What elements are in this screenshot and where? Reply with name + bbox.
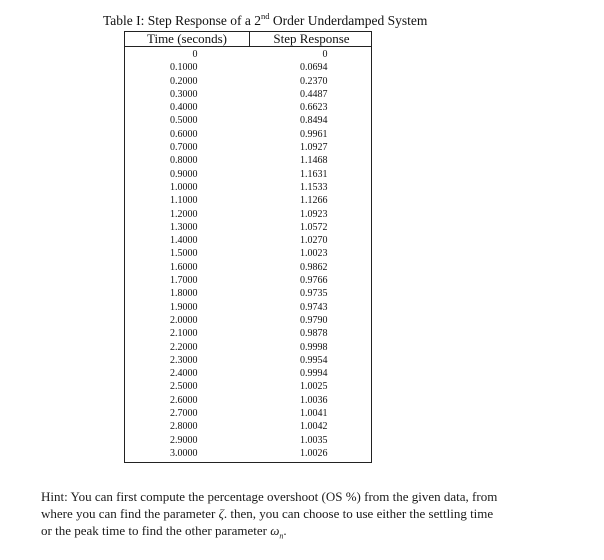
response-cell: 1.0572 <box>300 221 328 233</box>
table-caption <box>103 10 428 29</box>
response-cell: 1.1631 <box>300 168 328 180</box>
hint-line-2-start: where you can find the parameter <box>41 506 219 521</box>
response-cell: 1.0042 <box>300 421 328 433</box>
time-cell: 0.1000 <box>170 62 198 74</box>
table-header-rule <box>125 46 371 47</box>
response-cell: 1.0036 <box>300 394 328 406</box>
response-cell: 0 <box>322 49 328 60</box>
response-cell: 1.0023 <box>300 248 328 260</box>
omega-symbol: ω <box>270 523 280 538</box>
time-cell: 1.3000 <box>170 221 198 233</box>
response-cell: 0.6623 <box>300 102 328 114</box>
time-cell: 1.6000 <box>170 261 198 273</box>
caption-prefix: Table I: Step Response of a 2 <box>103 13 262 28</box>
time-cell: 1.8000 <box>170 288 198 300</box>
response-cell: 0.9790 <box>300 314 328 326</box>
time-cell: 2.4000 <box>170 368 198 380</box>
response-cell: 1.1468 <box>300 155 328 167</box>
response-cell: 0.8494 <box>300 115 328 127</box>
hint-line-3-end: . <box>283 523 287 538</box>
time-cell: 2.2000 <box>170 341 198 353</box>
time-cell: 0.8000 <box>170 155 198 167</box>
hint-line-3-start: or the peak time to find the other parameter <box>41 523 271 538</box>
zeta-symbol: ζ <box>218 506 224 521</box>
response-cell: 0.9862 <box>300 261 328 273</box>
time-cell: 3.0000 <box>170 447 198 459</box>
time-column <box>170 48 220 460</box>
time-cell: 2.6000 <box>170 394 198 406</box>
time-cell: 0.2000 <box>170 75 198 87</box>
response-cell: 1.1533 <box>300 181 328 193</box>
time-cell: 1.0000 <box>170 181 198 193</box>
caption-superscript: nd <box>261 10 270 21</box>
response-cell: 0.0694 <box>300 62 328 74</box>
response-cell: 1.0035 <box>300 434 328 446</box>
response-column-header: Step Response <box>273 31 350 46</box>
time-cell: 2.7000 <box>170 408 198 420</box>
time-cell: 0.5000 <box>170 115 198 127</box>
hint-line-3 <box>41 522 561 539</box>
time-cell: 0.7000 <box>170 142 198 154</box>
time-cell: 2.0000 <box>170 314 198 326</box>
time-cell: 2.9000 <box>170 434 198 446</box>
response-cell: 0.9994 <box>300 368 328 380</box>
response-cell: 1.1266 <box>300 195 328 207</box>
time-cell: 1.5000 <box>170 248 198 260</box>
hint-line-2-end: . then, you can choose to use either the settling time <box>223 506 494 521</box>
time-cell: 1.2000 <box>170 208 198 220</box>
time-cell: 1.9000 <box>170 301 198 313</box>
time-cell: 2.5000 <box>170 381 198 393</box>
time-cell: 0.6000 <box>170 128 198 140</box>
hint-paragraph <box>41 488 561 539</box>
response-cell: 1.0270 <box>300 235 328 247</box>
time-cell: 2.3000 <box>170 354 198 366</box>
time-cell: 0.3000 <box>170 88 198 100</box>
response-cell: 1.0041 <box>300 408 328 420</box>
time-cell: 1.4000 <box>170 235 198 247</box>
response-cell: 0.9961 <box>300 128 328 140</box>
response-cell: 1.0927 <box>300 142 328 154</box>
omega-subscript: n <box>279 531 284 541</box>
response-cell: 1.0025 <box>300 381 328 393</box>
response-cell: 0.9735 <box>300 288 328 300</box>
time-cell: 0 <box>192 49 198 60</box>
response-cell: 0.4487 <box>300 88 328 100</box>
response-cell: 0.9743 <box>300 301 328 313</box>
hint-line-1: Hint: You can first compute the percentage overshoot (OS %) from the given data, from <box>41 489 498 504</box>
response-cell: 0.9998 <box>300 341 328 353</box>
response-cell: 0.9954 <box>300 354 328 366</box>
time-cell: 0.9000 <box>170 168 198 180</box>
step-response-table <box>124 31 372 463</box>
time-cell: 1.7000 <box>170 275 198 287</box>
time-cell: 0.4000 <box>170 102 198 114</box>
time-cell: 1.1000 <box>170 195 198 207</box>
response-cell: 1.0923 <box>300 208 328 220</box>
time-cell: 2.1000 <box>170 328 198 340</box>
response-cell: 1.0026 <box>300 447 328 459</box>
response-cell: 0.2370 <box>300 75 328 87</box>
response-cell: 0.9878 <box>300 328 328 340</box>
response-cell: 0.9766 <box>300 275 328 287</box>
response-column <box>300 48 350 460</box>
time-cell: 2.8000 <box>170 421 198 433</box>
time-column-header: Time (seconds) <box>146 31 228 46</box>
omega-n-symbol <box>270 523 284 541</box>
hint-line-2 <box>41 505 561 522</box>
caption-suffix: Order Underdamped System <box>269 13 428 28</box>
